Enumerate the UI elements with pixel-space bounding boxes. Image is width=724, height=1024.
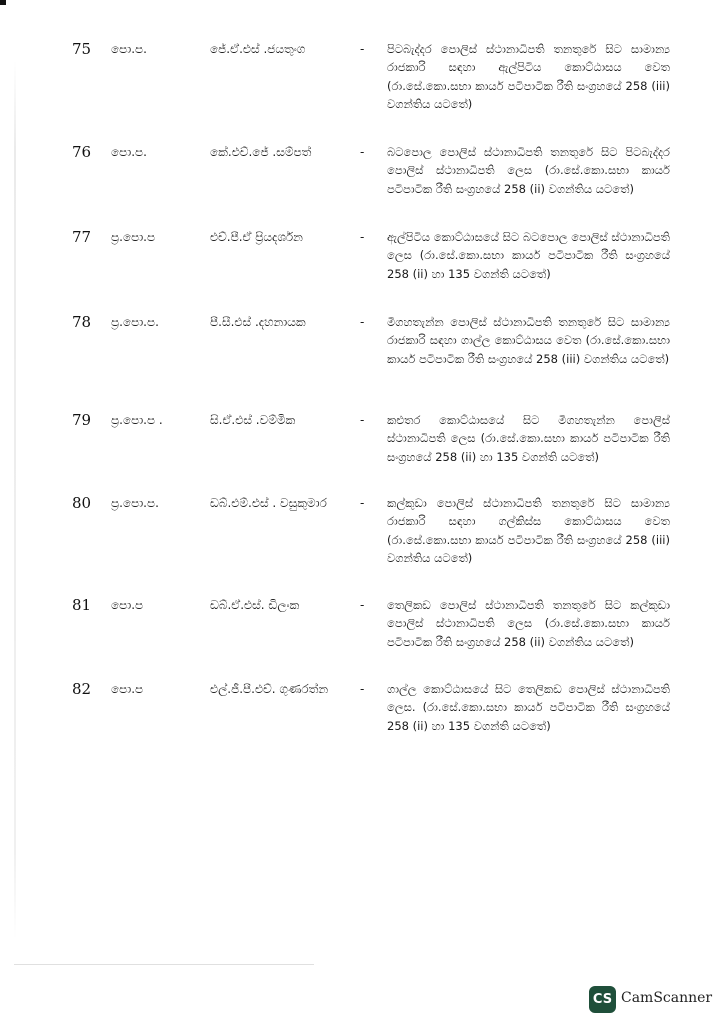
row-number: 76 (72, 143, 92, 161)
row-description: ගාල්ල කොට්ඨාසයේ සිට තෙලිකඩ පොලිස් ස්ථානාධිපති ලෙස. (රා.සේ.කො.සභා කාර්ය පටිපාටික රීති සංග්‍රහයේ 258 (ii) හා 135 වගන්ති යටතේ) (387, 682, 670, 733)
row-rank: පො.ප (111, 682, 144, 696)
row-rank: ප්‍ර.පො.ප . (111, 413, 163, 427)
row-number: 78 (72, 313, 92, 331)
row-dash: - (360, 413, 365, 427)
row-dash: - (360, 42, 365, 56)
row-name: එච්.පී.ඒ ප්‍රියදර්ශන (210, 230, 303, 244)
row-dash: - (360, 230, 365, 244)
row-number: 80 (72, 494, 92, 512)
row-description: පිටබැද්දර පොලිස් ස්ථානාධිපති තනතුරේ සිට සාමාන්‍ය රාජකාරි සඳහා ඇල්පිටිය කොට්ඨාසය වෙත (රා.සේ.කො.සභා කාර්ය පටිපාටික රීති සංග්‍රහයේ 258 (iii) වගන්තිය යටතේ) (387, 42, 670, 111)
row-name: ඩබ්.ඒ.එස්. ඩිලංක (210, 598, 300, 612)
scan-edge-mark (0, 0, 6, 5)
scan-shadow-left (14, 60, 16, 940)
scan-shadow-bottom (14, 964, 314, 965)
row-rank: ප්‍ර.පො.ප (111, 230, 156, 244)
row-dash: - (360, 315, 365, 329)
row-rank: ප්‍ර.පො.ප. (111, 496, 159, 510)
row-number: 75 (72, 40, 92, 58)
row-number: 77 (72, 228, 92, 246)
row-dash: - (360, 682, 365, 696)
row-name: ඩබ්.එම්.එස් . වසුකුමාර (210, 496, 327, 510)
camscanner-logo-icon: CS (589, 986, 616, 1013)
camscanner-watermark: CamScanner (621, 990, 713, 1006)
row-number: 82 (72, 680, 92, 698)
row-rank: ප්‍ර.පො.ප. (111, 315, 159, 329)
row-name: ජේ.ඒ.එස් .ජයතුංග (210, 42, 306, 56)
row-rank: පො.ප. (111, 42, 147, 56)
row-description: බටපොල පොලිස් ස්ථානාධිපති තනතුරේ සිට පිටබැද්දර පොලිස් ස්ථානාධිපති ලෙස (රා.සේ.කො.සභා කාර්ය පටිපාටික රීති සංග්‍රහයේ 258 (ii) වගන්තිය යටතේ) (387, 145, 670, 196)
row-name: කේ.එච්.ජේ .සම්පත් (210, 145, 312, 159)
row-rank: පො.ප. (111, 145, 147, 159)
row-description: මීගහතැන්න පොලිස් ස්ථානාධිපති තනතුරේ සිට සාමාන්‍ය රාජකාරි සඳහා ගාල්ල කොට්ඨාසය වෙත (රා.සේ.කො.සභා කාර්ය පටිපාටික රීති සංග්‍රහයේ 258 (iii) වගන්තිය යටතේ) (387, 315, 670, 366)
row-name: එල්.ජී.පී.එච්. ගුණරත්න (210, 682, 329, 696)
row-name: සි.ඒ.එස් .වම්මික (210, 413, 296, 427)
row-number: 81 (72, 596, 92, 614)
row-dash: - (360, 496, 365, 510)
row-number: 79 (72, 411, 92, 429)
row-name: පී.සී.එස් .දහනායක (210, 315, 306, 329)
row-dash: - (360, 145, 365, 159)
row-description: තෙලිකඩ පොලිස් ස්ථානාධිපති තනතුරේ සිට කල්කුඩා පොලිස් ස්ථානාධිපති ලෙස (රා.සේ.කො.සභා කාර්ය පටිපාටික රීති සංග්‍රහයේ 258 (ii) වගන්තිය යටතේ) (387, 598, 670, 649)
row-dash: - (360, 598, 365, 612)
row-rank: පො.ප (111, 598, 144, 612)
row-description: කළුතර කොට්ඨාසයේ සිට මීගහතැන්න පොලිස් ස්ථානාධිපති ලෙස (රා.සේ.කො.සභා කාර්ය පටිපාටික රීති සංග්‍රහයේ 258 (ii) හා 135 වගන්ති යටතේ) (387, 413, 670, 464)
row-description: ඇල්පිටිය කොට්ඨාසයේ සිට බටපොල පොලිස් ස්ථානාධිපති ලෙස (රා.සේ.කො.සභා කාර්ය පටිපාටික රීති සංග්‍රහයේ 258 (ii) හා 135 වගන්ති යටතේ) (387, 230, 670, 281)
row-description: කල්කුඩා පොලිස් ස්ථානාධිපති තනතුරේ සිට සාමාන්‍ය රාජකාරි සඳහා ගල්කිස්ස කොට්ඨාසය වෙත (රා.සේ.කො.සභා කාර්ය පටිපාටික රීති සංග්‍රහයේ 258 (iii) වගන්තිය යටතේ) (387, 496, 670, 565)
